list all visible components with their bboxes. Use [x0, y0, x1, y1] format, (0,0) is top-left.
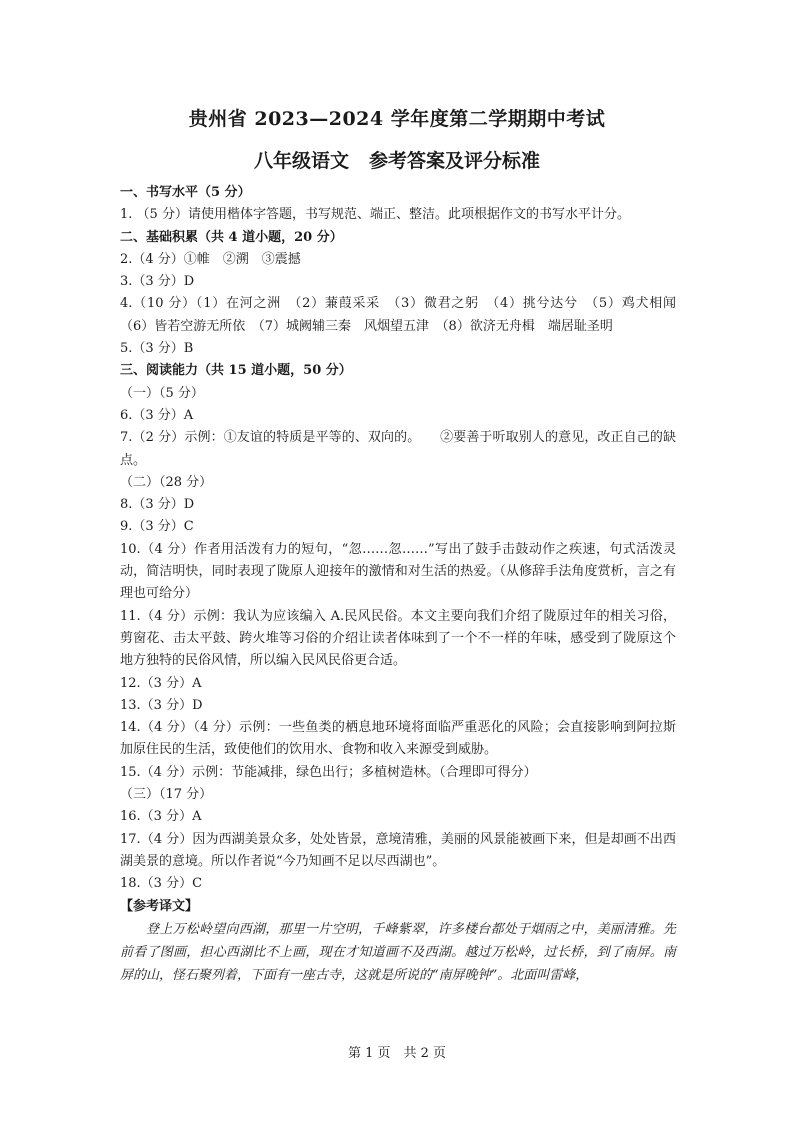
part-heading-3: （三）（17 分）: [120, 787, 213, 803]
answer-q1: 1. （5 分）请使用楷体字答题，书写规范、端正、整洁。此项根据作文的书写水平计分。: [120, 207, 630, 223]
reference-translation-heading: 【参考译文】: [120, 898, 199, 914]
section-heading-basics: 二、基础积累（共 4 道小题，20 分）: [120, 229, 343, 245]
answer-q14: 14.（4 分）（4 分）示例：一些鱼类的栖息地环境将面临严重恶化的风险；会直接影响到阿拉斯加原住民的生活，致使他们的饮用水、食物和收入来源受到威胁。: [120, 720, 676, 758]
answer-q9: 9.（3 分）C: [120, 519, 194, 535]
answer-q18: 18.（3 分）C: [120, 876, 203, 892]
page-number: 第 1 页 共 2 页: [347, 1046, 447, 1061]
part-heading-2: （二）（28 分）: [120, 474, 213, 490]
answer-q8: 8.（3 分）D: [120, 497, 195, 513]
section-heading-reading: 三、阅读能力（共 15 道小题，50 分）: [120, 363, 352, 379]
answer-q5: 5.（3 分）B: [120, 341, 194, 357]
subtitle-subject: 八年级语文: [253, 150, 349, 172]
answer-q12: 12.（3 分）A: [120, 675, 202, 691]
answer-q16: 16.（3 分）A: [120, 809, 202, 825]
exam-title: 贵州省 2023—2024 学年度第二学期期中考试: [188, 108, 606, 130]
answer-q15: 15.（4 分）示例：节能减排，绿色出行；多植树造林。（合理即可得分）: [120, 764, 537, 780]
answer-q2: 2.（4 分）①帷 ②溯 ③震撼: [120, 251, 301, 267]
answer-q4: 4.（10 分）（1）在河之洲 （2）蒹葭采采 （3）微君之躬 （4）挑兮达兮 （5）鸡犬相闻 （6）皆若空游无所依 （7）城阙辅三秦 风烟望五津 （8）欲济无舟楫 端居耻圣明: [120, 296, 690, 334]
section-heading-writing: 一、书写水平（5 分）: [120, 185, 251, 200]
answer-q10: 10.（4 分）作者用活泼有力的短句，“忽……忽……”写出了鼓手击鼓动作之疾速，句式活泼灵动，简洁明快，同时表现了陇原人迎接年的激情和对生活的热爱。（从修辞手法角度赏析，言之有理也可给分）: [120, 541, 676, 602]
answer-q11: 11.（4 分）示例：我认为应该编入 A.民风民俗。本文主要向我们介绍了陇原过年的相关习俗，剪窗花、击太平鼓、跨火堆等习俗的介绍让读者体味到了一个不一样的年味，感受到了陇原这个地方独特的民俗风情，所以编入民风民俗更合适。: [120, 608, 676, 669]
answer-q17: 17.（4 分）因为西湖美景众多，处处皆景，意境清雅，美丽的风景能被画下来，但是却画不出西湖美景的意境。所以作者说“今乃知画不足以尽西湖也”。: [120, 831, 676, 869]
answer-q7: 7.（2 分）示例：①友谊的特质是平等的、双向的。 ②要善于听取别人的意见，改正自己的缺点。: [120, 430, 676, 468]
reference-translation-text: 登上万松岭望向西湖，那里一片空明，千峰紫翠，许多楼台都处于烟雨之中，美丽清雅。先前看了图画，担心西湖比不上画，现在才知道画不及西湖。越过万松岭，过长桥，到了南屏。南屏的山，怪石聚列着，下面有一座古寺，这就是所说的“南屏晚钟”。北面叫雷峰，: [120, 921, 676, 983]
subtitle-answer-key: 参考答案及评分标准: [369, 150, 541, 172]
answer-q6: 6.（3 分）A: [120, 407, 194, 423]
part-heading-1: （一）（5 分）: [120, 385, 204, 401]
exam-subtitle: [0, 146, 794, 173]
answer-q3: 3.（3 分）D: [120, 274, 195, 290]
answer-q13: 13.（3 分）D: [120, 697, 203, 713]
answer-content: [120, 182, 690, 987]
